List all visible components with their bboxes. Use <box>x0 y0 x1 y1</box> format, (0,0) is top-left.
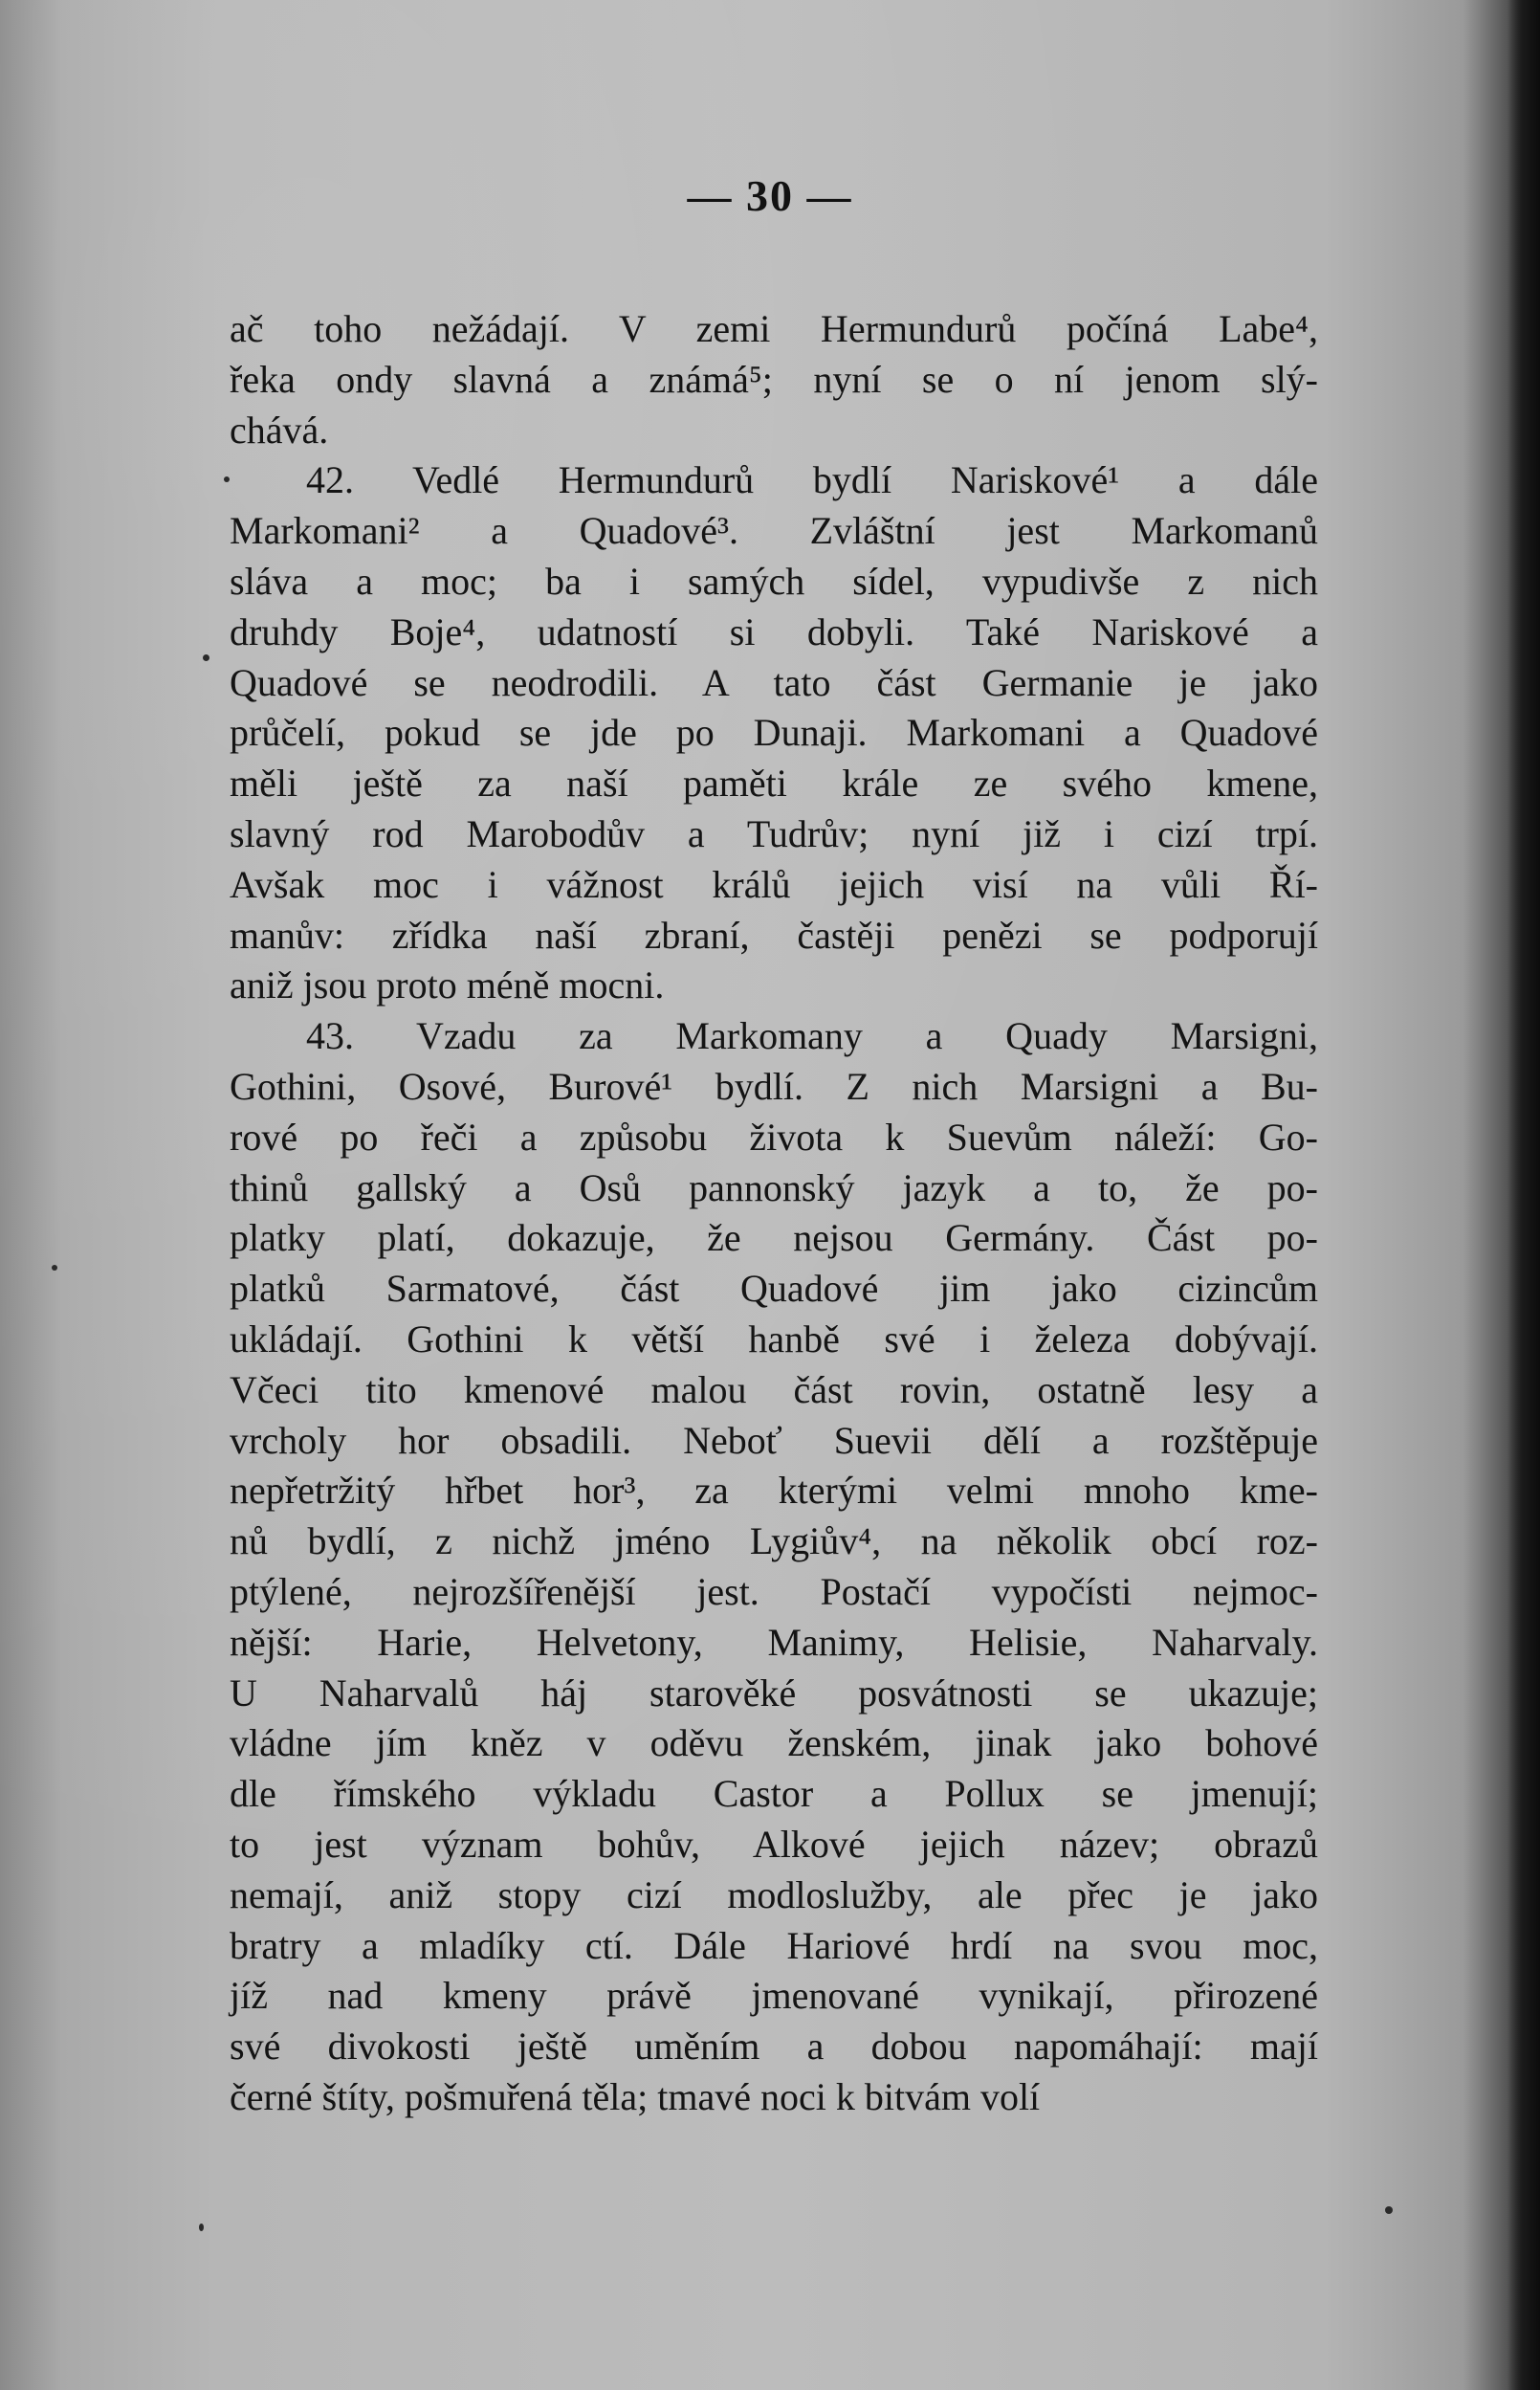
text-line: chává. <box>230 408 329 452</box>
text-line: sláva a moc; ba i samých sídel, vypudivše z nich <box>230 559 1318 603</box>
page-edge-shadow <box>1507 0 1540 2390</box>
paper-speck <box>224 476 230 482</box>
text-line: slavný rod Marobodův a Tudrův; nyní již i cizí trpí. <box>230 811 1318 855</box>
text-line: Avšak moc i vážnost králů jejich visí na vůli Ří- <box>230 862 1318 906</box>
text-line: 42. Vedlé Hermundurů bydlí Nariskové¹ a dále <box>306 458 1318 502</box>
text-line: platků Sarmatové, část Quadové jim jako cizincům <box>230 1267 1318 1311</box>
text-line: jíž nad kmeny právě jmenované vynikají, přirozené <box>230 1974 1318 2018</box>
text-line: thinů gallský a Osů pannonský jazyk a to, že po- <box>230 1165 1318 1209</box>
text-line: nů bydlí, z nichž jméno Lygiův⁴, na několik obcí roz- <box>230 1519 1318 1563</box>
text-line: aniž jsou proto méně mocni. <box>230 963 665 1007</box>
text-line: dle římského výkladu Castor a Pollux se jmenují; <box>230 1772 1318 1816</box>
text-line: černé štíty, pošmuřená těla; tmavé noci k bitvám volí <box>230 2074 1041 2118</box>
text-line: manův: zřídka naší zbraní, častěji penězi se podporují <box>230 913 1318 957</box>
text-line: Gothini, Osové, Burové¹ bydlí. Z nich Marsigni a Bu- <box>230 1064 1318 1108</box>
text-line: své divokosti ještě uměním a dobou napomáhají: mají <box>230 2025 1318 2069</box>
paper-speck <box>203 654 209 661</box>
text-line: Markomani² a Quadové³. Zvláštní jest Markomanů <box>230 509 1318 553</box>
text-line: vládne jím kněz v oděvu ženském, jinak jako bohové <box>230 1721 1318 1765</box>
text-line: nemají, aniž stopy cizí modloslužby, ale přec je jako <box>230 1872 1318 1916</box>
text-line: Včeci tito kmenové malou část rovin, ostatně lesy a <box>230 1367 1318 1411</box>
text-line: řeka ondy slavná a známá⁵; nyní se o ní jenom slý- <box>230 357 1318 401</box>
text-line: platky platí, dokazuje, že nejsou Germány. Část po- <box>230 1216 1318 1260</box>
text-line: nější: Harie, Helvetony, Manimy, Helisie, Naharvaly. <box>230 1620 1318 1664</box>
paper-speck <box>199 2224 204 2231</box>
text-line: druhdy Boje⁴, udatností si dobyli. Také Nariskové a <box>230 609 1318 653</box>
text-line: to jest význam bohův, Alkové jejich název; obrazů <box>230 1822 1318 1866</box>
text-line: ač toho nežádají. V zemi Hermundurů počíná Labe⁴, <box>230 307 1318 350</box>
text-line: průčelí, pokud se jde po Dunaji. Markomani a Quadové <box>230 711 1318 755</box>
text-line: Quadové se neodrodili. A tato část Germanie je jako <box>230 660 1318 704</box>
text-line: U Naharvalů háj starověké posvátnosti se ukazuje; <box>230 1671 1318 1715</box>
body-text <box>230 304 1318 2123</box>
text-line: ptýlené, nejrozšířenější jest. Postačí vypočísti nejmoc- <box>230 1569 1318 1613</box>
paper-speck <box>52 1265 57 1271</box>
text-line: ukládají. Gothini k větší hanbě své i železa dobývají. <box>230 1317 1318 1361</box>
text-line: 43. Vzadu za Markomany a Quady Marsigni, <box>306 1014 1318 1058</box>
text-line: měli ještě za naší paměti krále ze svého kmene, <box>230 762 1318 806</box>
text-line: nepřetržitý hřbet hor³, za kterými velmi mnoho kme- <box>230 1469 1318 1513</box>
text-line: vrcholy hor obsadili. Neboť Suevii dělí a rozštěpuje <box>230 1418 1318 1462</box>
text-line: bratry a mladíky ctí. Dále Hariové hrdí na svou moc, <box>230 1923 1318 1967</box>
page-number: — 30 — <box>687 171 853 220</box>
text-line: rové po řeči a způsobu života k Suevům náleží: Go- <box>230 1115 1318 1159</box>
paper-speck <box>1385 2206 1393 2214</box>
